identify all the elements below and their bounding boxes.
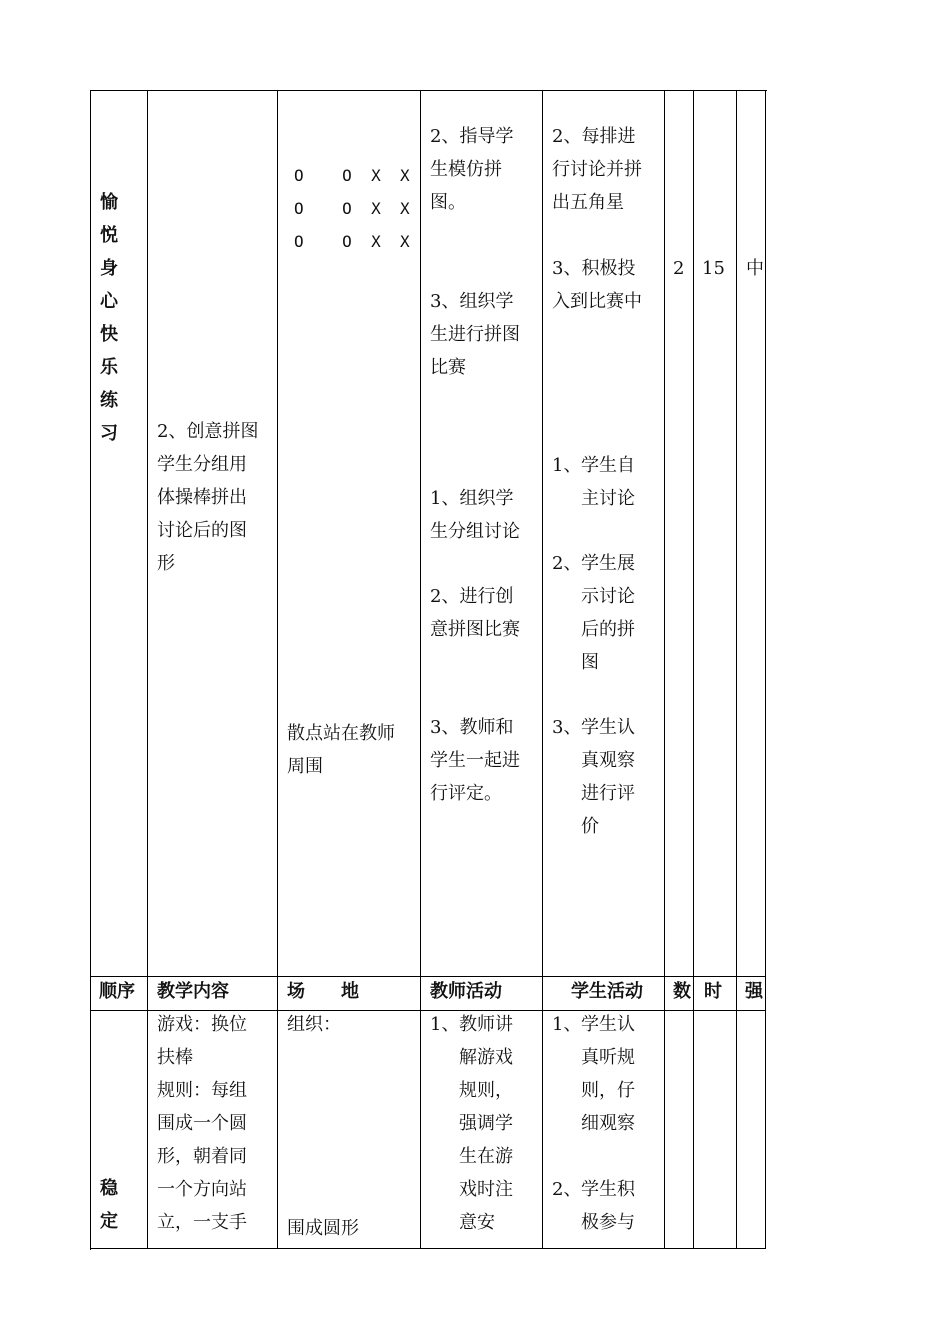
student-line: 后的拼 <box>581 619 635 640</box>
teacher-line: 生进行拼图 <box>430 324 520 345</box>
content-line: 扶棒 <box>157 1047 193 1068</box>
student-line: 则，仔 <box>581 1080 635 1101</box>
site-note: 散点站在教师 <box>287 723 395 744</box>
student-item-number: 3、 <box>552 717 582 738</box>
student-line: 行讨论并拼 <box>552 159 642 180</box>
formation-row: O O X X <box>294 166 410 185</box>
teacher-line: 1、组织学 <box>430 488 514 509</box>
student-line: 入到比赛中 <box>552 291 642 312</box>
student-line: 学生展 <box>581 553 635 574</box>
site-organization-label: 组织： <box>287 1014 341 1035</box>
student-line: 学生积 <box>581 1179 635 1200</box>
content-line: 规则：每组 <box>157 1080 247 1101</box>
student-line: 学生认 <box>581 717 635 738</box>
teacher-line: 规则， <box>459 1080 513 1101</box>
site-note: 周围 <box>287 756 323 777</box>
student-line: 图 <box>581 652 599 673</box>
student-line: 细观察 <box>581 1113 635 1134</box>
student-line: 进行评 <box>581 783 635 804</box>
student-item-number: 1、 <box>552 455 582 476</box>
header-order: 顺序 <box>99 981 135 1002</box>
content-line: 体操棒拼出 <box>157 487 247 508</box>
student-line: 真观察 <box>581 750 635 771</box>
student-line: 主讨论 <box>581 488 635 509</box>
teacher-line: 2、进行创 <box>430 586 514 607</box>
teacher-line: 强调学 <box>459 1113 513 1134</box>
teacher-line: 教师讲 <box>459 1014 513 1035</box>
student-item-number: 2、 <box>552 553 582 574</box>
header-site: 场 地 <box>287 981 359 1002</box>
student-line: 示讨论 <box>581 586 635 607</box>
teacher-line: 生模仿拼 <box>430 159 502 180</box>
teacher-line: 图。 <box>430 192 466 213</box>
content-line: 讨论后的图 <box>157 520 247 541</box>
header-content: 教学内容 <box>157 981 229 1002</box>
student-line: 学生自 <box>581 455 635 476</box>
formation-row: O O X X <box>294 232 410 251</box>
student-item-number: 1、 <box>552 1014 582 1035</box>
teacher-line: 戏时注 <box>459 1179 513 1200</box>
student-line: 极参与 <box>581 1212 635 1233</box>
column-divider <box>765 90 766 1249</box>
row-divider <box>90 1248 766 1249</box>
teacher-line: 生在游 <box>459 1146 513 1167</box>
header-count: 数 <box>673 981 691 1002</box>
column-divider <box>147 90 148 1249</box>
column-divider <box>664 90 665 1249</box>
teacher-line: 比赛 <box>430 357 466 378</box>
student-line: 价 <box>581 816 599 837</box>
section-order-label: 稳定 <box>100 1178 118 1232</box>
time-value: 15 <box>702 258 725 279</box>
content-line: 立，一支手 <box>157 1212 247 1233</box>
student-item-number: 2、 <box>552 1179 582 1200</box>
student-line: 出五角星 <box>552 192 624 213</box>
student-line: 3、积极投 <box>552 258 636 279</box>
count-value: 2 <box>673 258 685 279</box>
header-time: 时 <box>704 981 722 1002</box>
section-order-label: 愉悦身心快乐练习 <box>100 192 118 444</box>
header-teacher: 教师活动 <box>430 981 502 1002</box>
column-divider <box>420 90 421 1249</box>
formation-row: O O X X <box>294 199 410 218</box>
header-intensity: 强 <box>745 981 763 1002</box>
teacher-line: 行评定。 <box>430 783 502 804</box>
teacher-line: 3、组织学 <box>430 291 514 312</box>
student-line: 2、每排进 <box>552 126 636 147</box>
intensity-value: 中 <box>746 258 764 279</box>
column-divider <box>542 90 543 1249</box>
teacher-line: 生分组讨论 <box>430 521 520 542</box>
content-line: 一个方向站 <box>157 1179 247 1200</box>
content-line: 形，朝着同 <box>157 1146 247 1167</box>
teacher-item-number: 1、 <box>430 1014 460 1035</box>
column-divider <box>277 90 278 1249</box>
content-line: 2、创意拼图 <box>157 421 259 442</box>
content-line: 学生分组用 <box>157 454 247 475</box>
column-divider <box>693 90 694 1249</box>
teacher-line: 意安 <box>459 1212 495 1233</box>
content-line: 围成一个圆 <box>157 1113 247 1134</box>
teacher-line: 3、教师和 <box>430 717 514 738</box>
teacher-line: 意拼图比赛 <box>430 619 520 640</box>
student-line: 学生认 <box>581 1014 635 1035</box>
header-student: 学生活动 <box>571 981 643 1002</box>
column-divider <box>736 90 737 1249</box>
site-note: 围成圆形 <box>287 1218 359 1239</box>
teacher-line: 解游戏 <box>459 1047 513 1068</box>
student-line: 真听规 <box>581 1047 635 1068</box>
teacher-line: 2、指导学 <box>430 126 514 147</box>
content-line: 游戏：换位 <box>157 1014 247 1035</box>
content-line: 形 <box>157 553 175 574</box>
teacher-line: 学生一起进 <box>430 750 520 771</box>
